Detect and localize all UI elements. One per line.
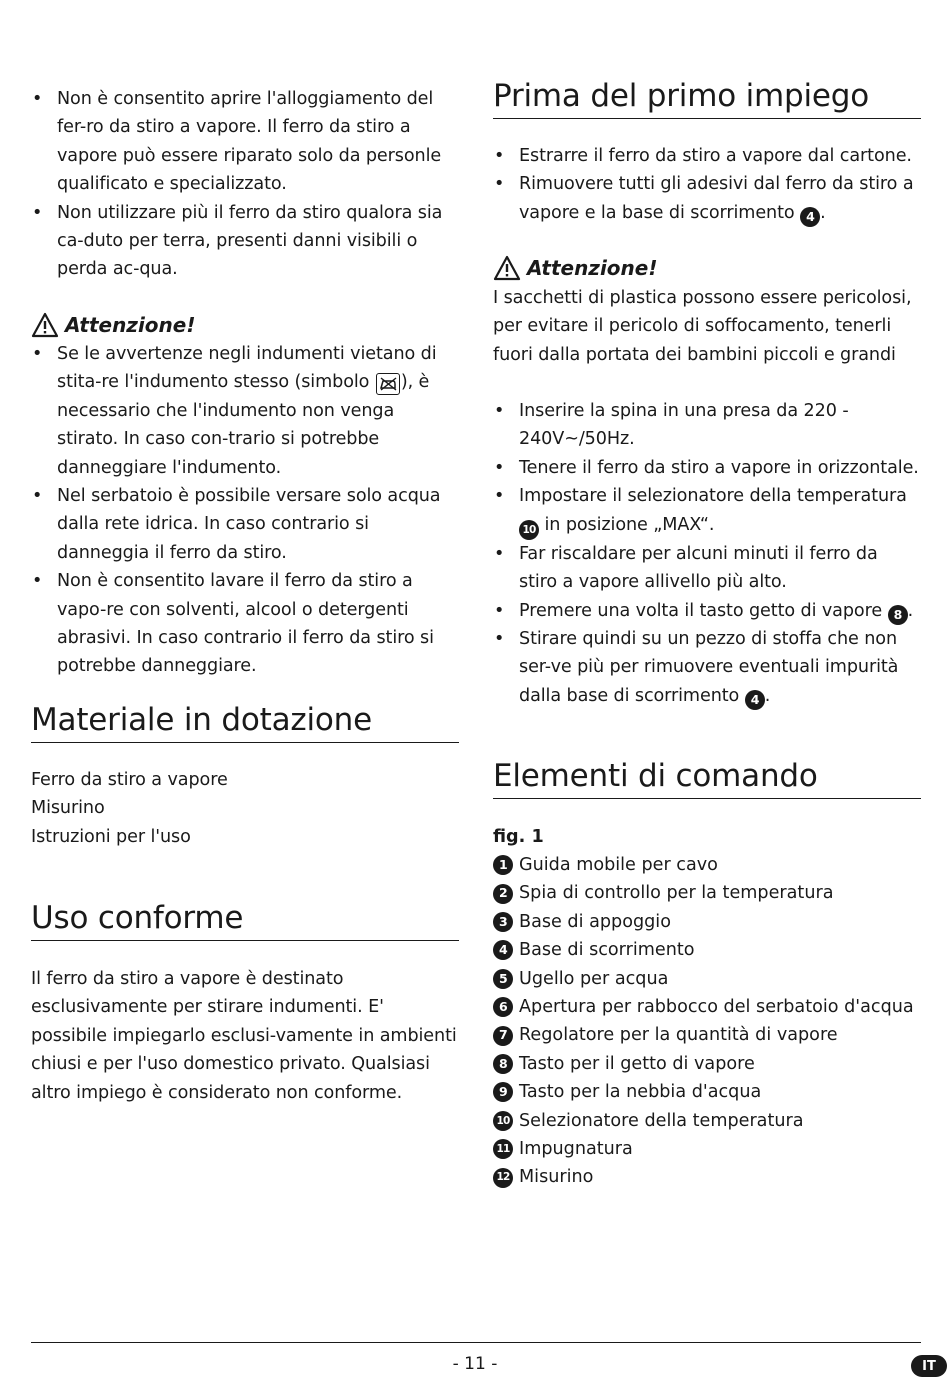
footer-divider (31, 1342, 921, 1343)
warning-heading: Attenzione! (493, 253, 657, 283)
component-item: 2 Spia di controllo per la temperatura (493, 879, 921, 907)
component-item: 11 Impugnatura (493, 1135, 921, 1163)
number-badge: 12 (493, 1168, 513, 1188)
number-badge: 1 (493, 855, 513, 875)
component-item: 6 Apertura per rabbocco del serbatoio d'acqua (493, 993, 921, 1021)
component-item: 10 Selezionatore della temperatura (493, 1107, 921, 1135)
list-item: • Nel serbatoio è possibile versare solo acqua dalla rete idrica. In caso contrario si danneggia il ferro da stiro. (32, 486, 441, 563)
number-badge: 11 (493, 1139, 513, 1159)
warning-bullet-list (31, 340, 459, 681)
list-item: • Inserire la spina in una presa da 220 - 240V~/50Hz. (494, 401, 849, 450)
number-badge: 10 (493, 1111, 513, 1131)
warning-triangle-icon (493, 255, 521, 281)
number-badge: 8 (888, 605, 908, 625)
list-item: • Non è consentito aprire l'alloggiamento del fer-ro da stiro a vapore. Il ferro da stiro a vapore può essere riparato solo da personle qualificato e specializzato. (32, 89, 442, 195)
number-badge: 4 (745, 690, 765, 710)
component-item: 3 Base di appoggio (493, 908, 921, 936)
list-item: Ferro da stiro a vapore (31, 770, 228, 790)
intro-bullet-list (31, 85, 459, 284)
list-item: • Se le avvertenze negli indumenti vietano di stita-re l'indumento stesso (simbolo ), è necessario che l'indumento non venga stirato. In caso con-trario si potrebbe danneggiare l'indumento. (32, 344, 437, 478)
number-badge: 4 (493, 940, 513, 960)
number-badge: 7 (493, 1026, 513, 1046)
number-badge: 6 (493, 997, 513, 1017)
steps-bullet-list (493, 397, 921, 710)
components-list (493, 851, 921, 1192)
number-badge: 4 (800, 207, 820, 227)
list-item: • Rimuovere tutti gli adesivi dal ferro da stiro a vapore e la base di scorrimento 4 . (493, 170, 921, 227)
elementi-heading: Elementi di comando (493, 756, 921, 799)
page-number: - 11 - (452, 1354, 498, 1374)
list-item: • Tenere il ferro da stiro a vapore in orizzontale. (494, 457, 919, 478)
component-item: 1 Guida mobile per cavo (493, 851, 921, 879)
number-badge: 10 (519, 520, 539, 540)
number-badge: 5 (493, 969, 513, 989)
prima-bullet-list (493, 142, 921, 227)
uso-paragraph: Il ferro da stiro a vapore è destinato esclusivamente per stirare indumenti. E' possibile impiegarlo esclusi-vamente in ambienti chiusi e per l'uso domestico privato. Qualsiasi altro impiego è considerato non conforme. (31, 969, 457, 1103)
warning-heading: Attenzione! (31, 310, 195, 340)
number-badge: 9 (493, 1082, 513, 1102)
materiale-heading: Materiale in dotazione (31, 700, 459, 743)
uso-heading: Uso conforme (31, 898, 459, 941)
list-item: • Non utilizzare più il ferro da stiro qualora sia ca-duto per terra, presenti danni visibili o perda ac-qua. (32, 202, 443, 280)
component-item: 5 Ugello per acqua (493, 965, 921, 993)
component-item: 8 Tasto per il getto di vapore (493, 1050, 921, 1078)
list-item: • Non è consentito lavare il ferro da stiro a vapo-re con solventi, alcool o detergenti abrasivi. In caso contrario il ferro da stiro si potrebbe danneggiare. (32, 571, 434, 677)
number-badge: 3 (493, 912, 513, 932)
number-badge: 2 (493, 884, 513, 904)
no-ironing-symbol-icon (376, 373, 400, 395)
component-item: 12 Misurino (493, 1163, 921, 1191)
component-item: 7 Regolatore per la quantità di vapore (493, 1021, 921, 1049)
figure-label: fig. 1 (493, 827, 544, 847)
list-item: • Premere una volta il tasto getto di vapore 8 . (493, 597, 921, 625)
materiale-list (31, 766, 459, 851)
component-item: 9 Tasto per la nebbia d'acqua (493, 1078, 921, 1106)
language-badge: IT (911, 1355, 947, 1377)
list-item: Istruzioni per l'uso (31, 826, 191, 847)
list-item: • Estrarre il ferro da stiro a vapore dal cartone. (494, 146, 912, 166)
list-item: • Stirare quindi su un pezzo di stoffa che non ser-ve più per rimuovere eventuali impurità dalla base di scorrimento 4 . (493, 625, 921, 710)
warning-paragraph: I sacchetti di plastica possono essere pericolosi, per evitare il pericolo di soffocamento, tenerli fuori dalla portata dei bambini piccoli e grandi (493, 288, 912, 365)
component-item: 4 Base di scorrimento (493, 936, 921, 964)
warning-triangle-icon (31, 312, 59, 338)
list-item: Misurino (31, 798, 105, 819)
prima-heading: Prima del primo impiego (493, 76, 921, 119)
list-item: • Far riscaldare per alcuni minuti il ferro da stiro a vapore allivello più alto. (494, 543, 878, 593)
list-item: • Impostare il selezionatore della temperatura 10 in posizione „MAX“. (493, 482, 921, 540)
number-badge: 8 (493, 1054, 513, 1074)
